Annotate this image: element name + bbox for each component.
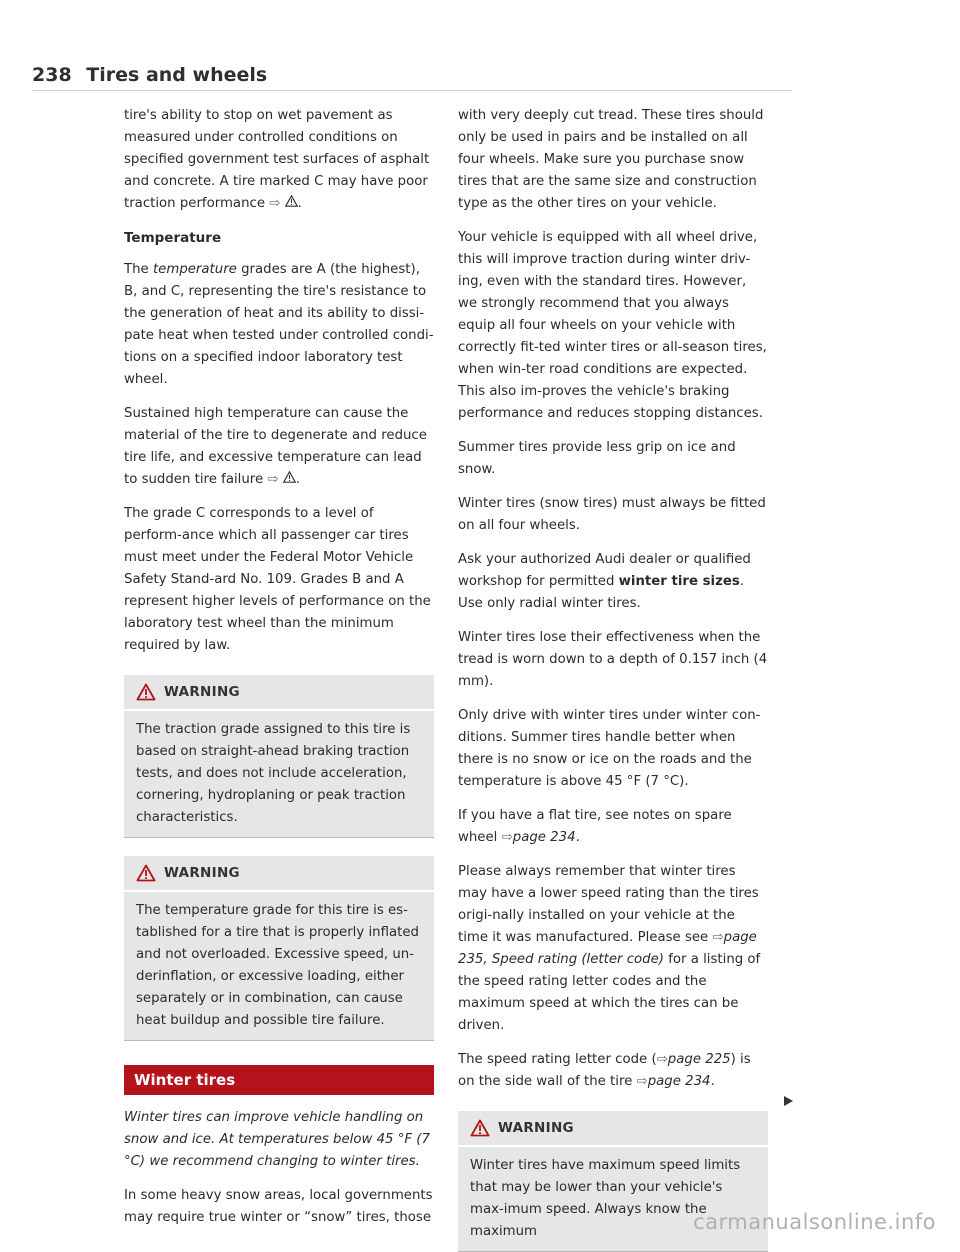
warning-header <box>458 1111 768 1147</box>
page-reference-link[interactable]: page 235, Speed rating (letter code) <box>458 930 757 967</box>
arrow-icon: ⇨ <box>656 1052 668 1067</box>
paragraph: Sustained high temperature can cause the material of the tire to degenerate and reduce tire life, and excessive temperature can lead to sudden tire failure ⇨ . <box>124 406 427 487</box>
warning-title: WARNING <box>164 865 240 881</box>
page-header <box>32 64 792 86</box>
page-reference-link[interactable]: page 234 <box>647 1074 711 1089</box>
warning-box <box>124 856 434 1041</box>
paragraph: Your vehicle is equipped with all wheel drive, this will improve traction during winter driv-ing, even with the standard tires. However, we strongly recommend that you always equip all four wheels on your vehicle with correctly fit-ted winter tires or all-season tires, when win-ter road conditions are expected. This also im-proves the vehicle's braking performance and reduces stopping distances. <box>458 230 767 421</box>
arrow-icon: ⇨ <box>501 830 513 845</box>
paragraph: tire's ability to stop on wet pavement as measured under controlled conditions on specified government test surfaces of asphalt and concrete. A tire marked C may have poor traction performance ⇨ . <box>124 108 430 211</box>
section-intro: Winter tires can improve vehicle handling on snow and ice. At temperatures below 45 °F (7 °C) we recommend changing to winter tires. <box>124 1110 430 1169</box>
watermark: carmanualsonline.info <box>693 1210 936 1234</box>
header-divider <box>32 90 792 91</box>
warning-triangle-icon <box>136 683 156 701</box>
paragraph: with very deeply cut tread. These tires should only be used in pairs and be installed on all four wheels. Make sure you purchase snow tires that are the same size and construction type as the other tires on your vehicle. <box>458 108 764 211</box>
paragraph: The temperature grades are A (the highest), B, and C, representing the tire's resistance to the generation of heat and its ability to dissi-pate heat when tested under controlled condi-tions on a specified indoor laboratory test wheel. <box>124 262 434 387</box>
warning-header <box>124 856 434 892</box>
continue-arrow-icon <box>782 1092 794 1111</box>
warning-triangle-icon <box>470 1119 490 1137</box>
warning-header <box>124 675 434 711</box>
subheading-temperature: Temperature <box>124 230 222 246</box>
warning-text: The temperature grade for this tire is es-tablished for a tire that is properly inflated and not overloaded. Excessive speed, un-derinflation, or excessive loading, either separately or in combination, can cause heat buildup and possible tire failure. <box>136 903 419 1028</box>
paragraph: Winter tires (snow tires) must always be fitted on all four wheels. <box>458 496 766 533</box>
warning-title: WARNING <box>498 1120 574 1136</box>
paragraph: The grade C corresponds to a level of perform-ance which all passenger car tires must meet under the Federal Motor Vehicle Safety Stand-ard No. 109. Grades B and A represent higher levels of performance on the laboratory test wheel than the minimum required by law. <box>124 506 431 653</box>
warning-box <box>124 675 434 838</box>
arrow-icon: ⇨ <box>267 472 279 487</box>
warning-text: The traction grade assigned to this tire is based on straight-ahead braking traction tests, and does not include acceleration, cornering, hydroplaning or peak traction characteristics. <box>136 722 411 825</box>
warning-triangle-icon <box>136 864 156 882</box>
paragraph: If you have a flat tire, see notes on spare wheel ⇨page 234. <box>458 808 732 845</box>
paragraph: Summer tires provide less grip on ice and snow. <box>458 440 736 477</box>
paragraph: Only drive with winter tires under winter con-ditions. Summer tires handle better when there is no snow or ice on the roads and the temperature is above 45 °F (7 °C). <box>458 708 761 789</box>
warning-title: WARNING <box>164 684 240 700</box>
section-heading-winter-tires: Winter tires <box>124 1065 434 1095</box>
page-reference-link[interactable]: page 225 <box>667 1052 731 1067</box>
chapter-title: Tires and wheels <box>86 64 268 86</box>
left-column <box>124 105 434 1241</box>
paragraph: In some heavy snow areas, local governments may require true winter or “snow” tires, those <box>124 1188 433 1225</box>
paragraph: The speed rating letter code (⇨page 225) is on the side wall of the tire ⇨page 234. <box>458 1052 751 1089</box>
page-reference-link[interactable]: page 234 <box>512 830 576 845</box>
right-column <box>458 105 768 1252</box>
paragraph: Ask your authorized Audi dealer or qualified workshop for permitted winter tire sizes. Use only radial winter tires. <box>458 552 751 611</box>
paragraph: Winter tires lose their effectiveness when the tread is worn down to a depth of 0.157 inch (4 mm). <box>458 630 768 689</box>
paragraph: Please always remember that winter tires may have a lower speed rating than the tires origi-nally installed on your vehicle at the time it was manufactured. Please see ⇨page 235, Speed rating (letter code) for a listing of the speed rating letter codes and the maximum speed at which the tires can be driven. <box>458 864 761 1033</box>
arrow-icon: ⇨ <box>269 196 281 211</box>
warning-triangle-icon <box>285 195 298 207</box>
arrow-icon: ⇨ <box>712 930 724 945</box>
page-number: 238 <box>32 64 72 86</box>
warning-triangle-icon <box>283 471 296 483</box>
arrow-icon: ⇨ <box>636 1074 648 1089</box>
warning-text: Winter tires have maximum speed limits that may be lower than your vehicle's max-imum speed. Always know the maximum <box>470 1158 741 1239</box>
